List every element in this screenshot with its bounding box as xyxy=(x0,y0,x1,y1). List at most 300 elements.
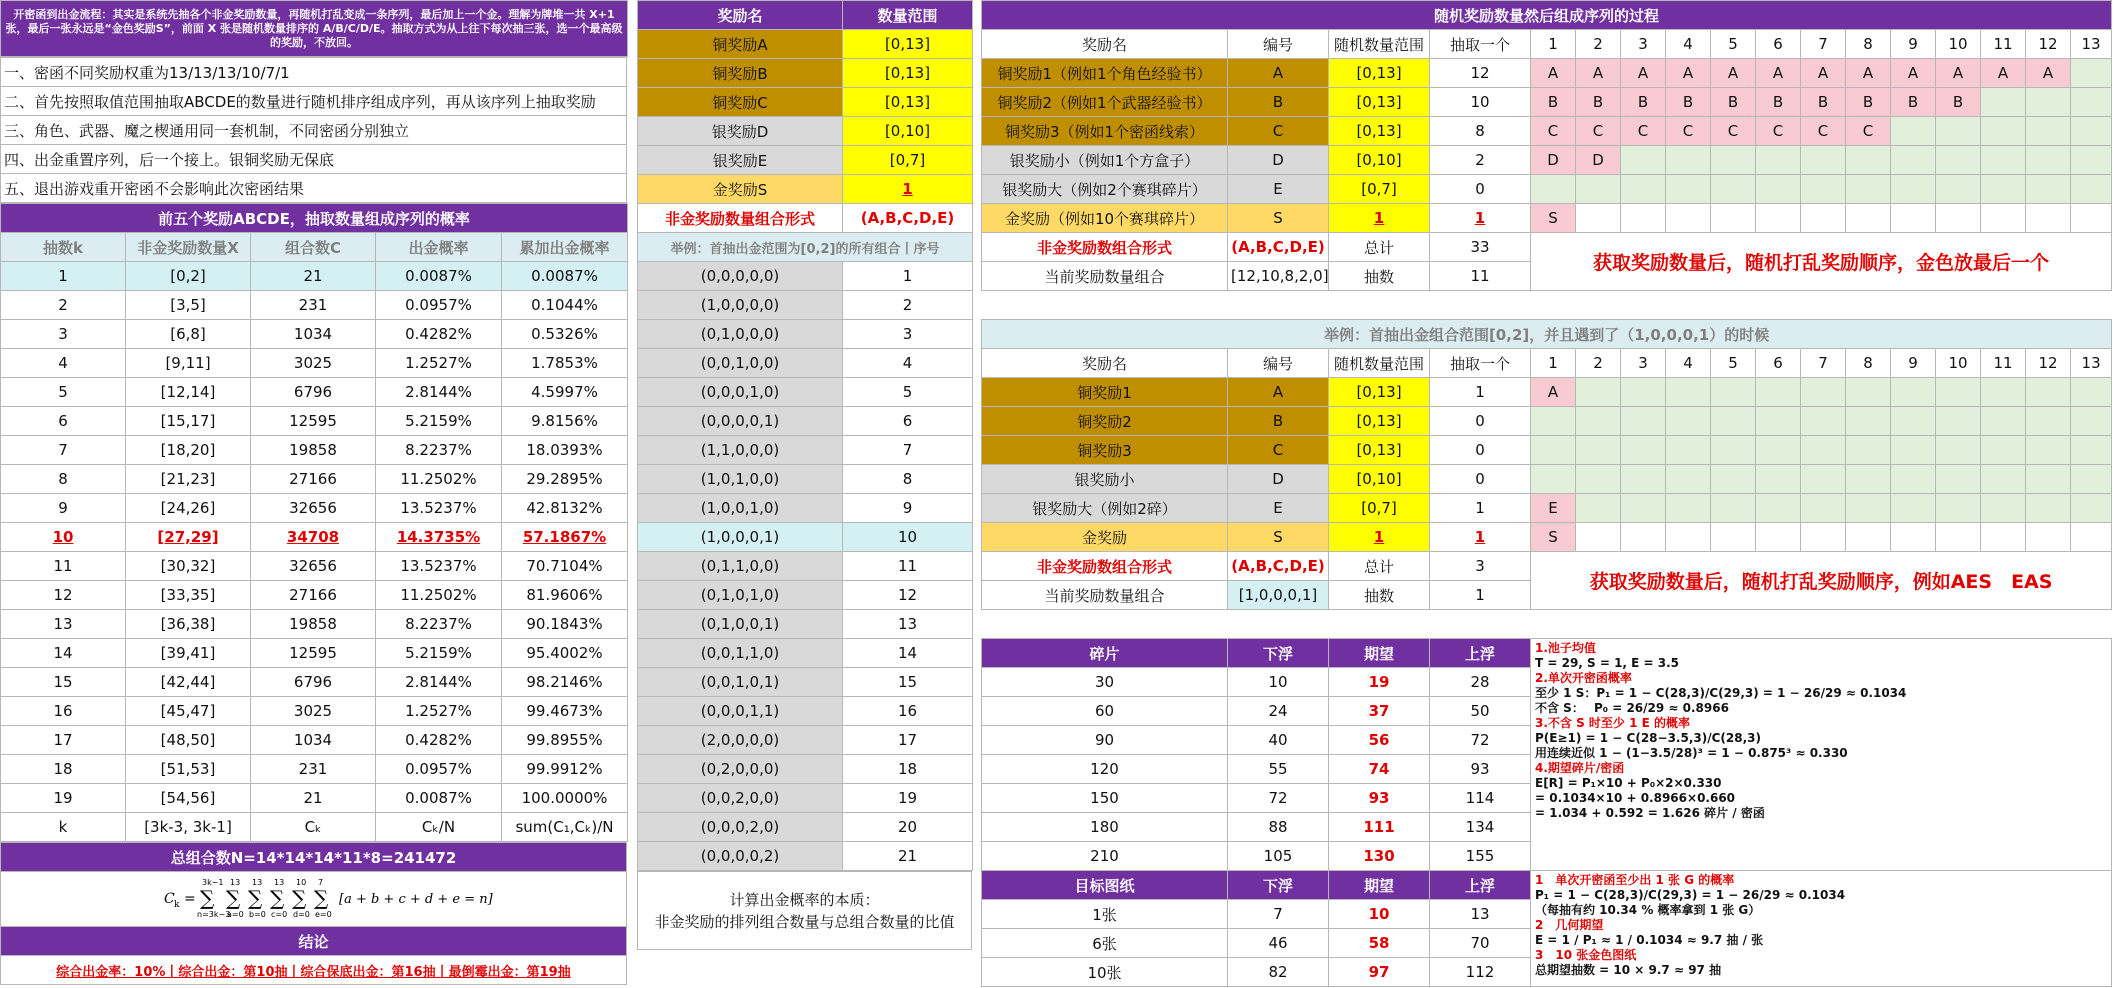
seq1-row xyxy=(982,88,2112,117)
combo-value: (1,0,0,0,1) xyxy=(638,523,843,552)
sequence-cell xyxy=(1576,494,1621,523)
combo-index: 18 xyxy=(843,755,973,784)
seq2-col-header: 8 xyxy=(1846,349,1891,378)
reward-range: [0,7] xyxy=(843,146,973,175)
sequence-cell xyxy=(1666,204,1711,233)
combo-value: (0,1,1,0,0) xyxy=(638,552,843,581)
sequence-cell xyxy=(1621,378,1666,407)
seq2-header: 奖励名 xyxy=(982,349,1228,378)
prob-cell: 1.7853% xyxy=(502,349,628,378)
sequence-cell xyxy=(1891,378,1936,407)
frag-cell: 88 xyxy=(1228,813,1329,842)
sequence-cell xyxy=(1936,465,1981,494)
combo-index: 16 xyxy=(843,697,973,726)
sequence-cell xyxy=(1891,175,1936,204)
sequence-cell: A xyxy=(1846,59,1891,88)
combo-form-value: (A,B,C,D,E) xyxy=(1228,552,1329,581)
reward-range: 1 xyxy=(1329,523,1430,552)
sequence-cell xyxy=(2071,117,2112,146)
sequence-cell xyxy=(1711,175,1756,204)
combo-index: 17 xyxy=(843,726,973,755)
formula-svg xyxy=(163,872,493,922)
prob-cell: 14 xyxy=(1,639,126,668)
sequence-cell: B xyxy=(1531,88,1576,117)
sequence-cell xyxy=(1666,436,1711,465)
combo-value: (0,0,0,1,0) xyxy=(638,378,843,407)
prob-cell: [45,47] xyxy=(126,697,251,726)
draws-label: 抽数 xyxy=(1329,581,1430,610)
sequence-cell: C xyxy=(1666,117,1711,146)
prob-cell: 2.8144% xyxy=(376,378,502,407)
combo-row xyxy=(638,523,973,552)
reward-name: 银奖励小（例如1个方盒子） xyxy=(982,146,1228,175)
sequence-cell: A xyxy=(1576,59,1621,88)
prob-cell: 10 xyxy=(1,523,126,552)
sequence-cell xyxy=(1621,175,1666,204)
frag-cell: 130 xyxy=(1329,842,1430,871)
sequence-cell: A xyxy=(1666,59,1711,88)
sequence-cell: D xyxy=(1576,146,1621,175)
sequence-cell xyxy=(1531,436,1576,465)
combo-value: (0,0,2,0,0) xyxy=(638,784,843,813)
sequence-cell xyxy=(2071,378,2112,407)
prob-cell: 17 xyxy=(1,726,126,755)
svg-text:c=0: c=0 xyxy=(270,910,287,919)
prob-cell: 9 xyxy=(1,494,126,523)
prob-cell: 13 xyxy=(1,610,126,639)
target-header: 期望 xyxy=(1329,871,1430,900)
sequence-cell xyxy=(1711,407,1756,436)
prob-cell: 0.0087% xyxy=(502,262,628,291)
target-cell: 6张 xyxy=(982,929,1228,958)
prob-cell: 7 xyxy=(1,436,126,465)
prob-row xyxy=(1,523,628,552)
sequence-cell: C xyxy=(1756,117,1801,146)
combo-form-label: 非金奖励数组合形式 xyxy=(982,233,1228,262)
prob-cell: 1034 xyxy=(251,320,376,349)
seq2-col-header: 6 xyxy=(1756,349,1801,378)
combo-value: (1,1,0,0,0) xyxy=(638,436,843,465)
seq2-header: 随机数量范围 xyxy=(1329,349,1430,378)
prob-row xyxy=(1,610,628,639)
reward-row xyxy=(638,117,973,146)
sequence-cell xyxy=(2071,407,2112,436)
sequence-cell xyxy=(1666,175,1711,204)
sequence-cell: D xyxy=(1531,146,1576,175)
prob-cell: 0.0957% xyxy=(376,291,502,320)
sequence-cell: C xyxy=(1711,117,1756,146)
combo-value: (1,0,1,0,0) xyxy=(638,465,843,494)
seq1-header: 抽取一个 xyxy=(1430,30,1531,59)
prob-cell: 90.1843% xyxy=(502,610,628,639)
conclusion-text: 综合出金率：10%丨综合出金：第10抽丨综合保底出金：第16抽丨最倒霉出金：第19抽 xyxy=(1,956,627,985)
frag-cell: 10 xyxy=(1228,668,1329,697)
reward-name: 铜奖励3（例如1个密函线索） xyxy=(982,117,1228,146)
prob-cell: k xyxy=(1,813,126,842)
sequence-cell: C xyxy=(1576,117,1621,146)
target-cell: 13 xyxy=(1430,900,1531,929)
prob-cell: [24,26] xyxy=(126,494,251,523)
seq1-col-header: 9 xyxy=(1891,30,1936,59)
sequence-cell xyxy=(1891,436,1936,465)
combo-index: 9 xyxy=(843,494,973,523)
frag-header: 上浮 xyxy=(1430,639,1531,668)
seq2-col-header: 4 xyxy=(1666,349,1711,378)
prob-cell: 13.5237% xyxy=(376,552,502,581)
prob-cell: 19 xyxy=(1,784,126,813)
reward-name: 铜奖励2（例如1个武器经验书） xyxy=(982,88,1228,117)
target-cell: 46 xyxy=(1228,929,1329,958)
frag-cell: 30 xyxy=(982,668,1228,697)
reward-code: A xyxy=(1228,378,1329,407)
svg-text:k: k xyxy=(173,900,179,910)
frag-note-line: = 1.034 + 0.592 = 1.626 碎片 / 密函 xyxy=(1535,806,1765,820)
reward-code: A xyxy=(1228,59,1329,88)
prob-row xyxy=(1,349,628,378)
prob-cell: 57.1867% xyxy=(502,523,628,552)
combo-row xyxy=(638,784,973,813)
prob-row xyxy=(1,581,628,610)
combo-index: 13 xyxy=(843,610,973,639)
reward-range: [0,13] xyxy=(1329,407,1430,436)
svg-text:∑: ∑ xyxy=(291,886,306,910)
sequence-cell: B xyxy=(1666,88,1711,117)
reward-name: 银奖励小 xyxy=(982,465,1228,494)
frag-note-line: 至少 1 S：P₁ = 1 − C(28,3)/C(29,3) = 1 − 26/29 ≈ 0.1034 xyxy=(1535,686,1907,700)
sequence-cell xyxy=(1891,465,1936,494)
combo-value: (2,0,0,0,0) xyxy=(638,726,843,755)
sequence-cell xyxy=(1666,407,1711,436)
draw-count: 1 xyxy=(1430,204,1531,233)
reward-range: [0,13] xyxy=(1329,59,1430,88)
prob-cell: 99.4673% xyxy=(502,697,628,726)
sequence-cell: A xyxy=(1801,59,1846,88)
prob-row xyxy=(1,726,628,755)
combo-form-value: (A,B,C,D,E) xyxy=(843,204,973,233)
combo-value: (0,0,1,0,0) xyxy=(638,349,843,378)
sequence-cell xyxy=(2026,204,2071,233)
target-note-line: E = 1 ∕ P₁ ≈ 1 / 0.1034 ≈ 9.7 抽 / 张 xyxy=(1535,933,1764,947)
sequence-cell xyxy=(1936,378,1981,407)
left-panel xyxy=(0,0,628,985)
sequence-cell xyxy=(1621,494,1666,523)
prob-header: 累加出金概率 xyxy=(502,233,628,262)
combo-row xyxy=(638,581,973,610)
reward-name: 金奖励S xyxy=(638,175,843,204)
sequence-cell xyxy=(1801,465,1846,494)
prob-cell: 1.2527% xyxy=(376,349,502,378)
seq1-header: 随机数量范围 xyxy=(1329,30,1430,59)
sequence-cell xyxy=(1981,494,2026,523)
prob-cell: 42.8132% xyxy=(502,494,628,523)
prob-cell: 3025 xyxy=(251,697,376,726)
sequence-cell xyxy=(1756,407,1801,436)
prob-cell: 0.0087% xyxy=(376,262,502,291)
seq1-col-header: 13 xyxy=(2071,30,2112,59)
frag-cell: 40 xyxy=(1228,726,1329,755)
sequence-cell xyxy=(1936,146,1981,175)
sequence-cell xyxy=(2026,407,2071,436)
sequence-cell xyxy=(2026,494,2071,523)
sequence-cell xyxy=(1711,523,1756,552)
prob-cell: [3k-3, 3k-1] xyxy=(126,813,251,842)
sequence-cell xyxy=(1756,378,1801,407)
prob-cell: 70.7104% xyxy=(502,552,628,581)
sequence-cell xyxy=(1801,407,1846,436)
sequence-cell xyxy=(2071,494,2112,523)
frag-note-line: E[R] = P₁×10 + P₀×2×0.330 xyxy=(1535,776,1722,790)
frag-note-line: 3.不含 S 时至少 1 E 的概率 xyxy=(1535,716,1690,730)
sequence-cell xyxy=(1936,407,1981,436)
sequence-cell xyxy=(1621,436,1666,465)
prob-cell: 11 xyxy=(1,552,126,581)
reward-code: D xyxy=(1228,146,1329,175)
combo-row xyxy=(638,639,973,668)
seq1-col-header: 4 xyxy=(1666,30,1711,59)
frag-note-line: 不含 S： P₀ = 26/29 ≈ 0.8966 xyxy=(1535,701,1729,715)
reward-name: 铜奖励3 xyxy=(982,436,1228,465)
reward-row xyxy=(638,175,973,204)
combo-index: 20 xyxy=(843,813,973,842)
sequence-cell xyxy=(2071,465,2112,494)
prob-cell: Cₖ/N xyxy=(376,813,502,842)
prob-cell: [51,53] xyxy=(126,755,251,784)
sequence-cell xyxy=(1846,465,1891,494)
sequence-cell xyxy=(2026,146,2071,175)
combo-value: (1,0,0,1,0) xyxy=(638,494,843,523)
sequence-cell xyxy=(1801,378,1846,407)
sequence-cell xyxy=(2026,523,2071,552)
combo-row xyxy=(638,494,973,523)
seq2-row xyxy=(982,378,2112,407)
sequence-cell xyxy=(1981,88,2026,117)
prob-cell: 99.9912% xyxy=(502,755,628,784)
prob-cell: 0.1044% xyxy=(502,291,628,320)
prob-cell: 100.0000% xyxy=(502,784,628,813)
svg-text:e=0: e=0 xyxy=(314,910,332,919)
prob-row xyxy=(1,755,628,784)
seq1-col-header: 6 xyxy=(1756,30,1801,59)
target-header: 下浮 xyxy=(1228,871,1329,900)
seq2-col-header: 2 xyxy=(1576,349,1621,378)
prob-row xyxy=(1,552,628,581)
reward-name: 银奖励D xyxy=(638,117,843,146)
svg-text:3k−1: 3k−1 xyxy=(201,878,224,887)
combo-row xyxy=(638,755,973,784)
prob-row xyxy=(1,668,628,697)
prob-cell: 18 xyxy=(1,755,126,784)
target-note-line: 3 10 张金色图纸 xyxy=(1535,948,1637,962)
frag-note-line: 1.池子均值 xyxy=(1535,641,1596,655)
prob-cell: 15 xyxy=(1,668,126,697)
frag-cell: 74 xyxy=(1329,755,1430,784)
reward-name: 铜奖励1 xyxy=(982,378,1228,407)
seq1-col-header: 11 xyxy=(1981,30,2026,59)
sequence-cell xyxy=(2071,175,2112,204)
prob-cell: sum(C₁,Cₖ)/N xyxy=(502,813,628,842)
combo-index: 19 xyxy=(843,784,973,813)
sequence-cell xyxy=(2026,436,2071,465)
draw-count: 0 xyxy=(1430,407,1531,436)
sequence-cell xyxy=(1846,175,1891,204)
seq2-col-header: 13 xyxy=(2071,349,2112,378)
svg-text:C: C xyxy=(163,891,175,907)
prob-cell: [18,20] xyxy=(126,436,251,465)
reward-name: 铜奖励B xyxy=(638,59,843,88)
sequence-cell xyxy=(2026,117,2071,146)
combo-value: (0,2,0,0,0) xyxy=(638,755,843,784)
svg-text:13: 13 xyxy=(273,878,284,887)
prob-cell: 231 xyxy=(251,755,376,784)
sequence-cell: B xyxy=(1846,88,1891,117)
sequence-cell xyxy=(1756,204,1801,233)
sequence-cell xyxy=(2026,465,2071,494)
sequence-cell: B xyxy=(1756,88,1801,117)
seq1-row xyxy=(982,204,2112,233)
sequence-cell xyxy=(1981,117,2026,146)
prob-cell: [12,14] xyxy=(126,378,251,407)
sequence-cell xyxy=(2026,378,2071,407)
sequence-cell xyxy=(1891,204,1936,233)
draw-count: 10 xyxy=(1430,88,1531,117)
sequence-cell xyxy=(1981,465,2026,494)
prob-cell: [33,35] xyxy=(126,581,251,610)
svg-text:10: 10 xyxy=(295,878,306,887)
combo-row xyxy=(638,291,973,320)
reward-range: [0,13] xyxy=(843,59,973,88)
target-note-line: 1 单次开密函至少出 1 张 G 的概率 xyxy=(1535,873,1735,887)
combo-row xyxy=(638,262,973,291)
combo-index: 4 xyxy=(843,349,973,378)
reward-name: 银奖励大（例如2个赛琪碎片） xyxy=(982,175,1228,204)
frag-cell: 105 xyxy=(1228,842,1329,871)
frag-cell: 24 xyxy=(1228,697,1329,726)
prob-row xyxy=(1,784,628,813)
combo-index: 6 xyxy=(843,407,973,436)
target-header: 目标图纸 xyxy=(982,871,1228,900)
sequence-cell xyxy=(1936,523,1981,552)
svg-text:∑: ∑ xyxy=(313,886,328,910)
combo-index: 12 xyxy=(843,581,973,610)
combo-index: 5 xyxy=(843,378,973,407)
combo-index: 2 xyxy=(843,291,973,320)
target-notes xyxy=(1531,871,2112,987)
sequence-cell xyxy=(1621,204,1666,233)
prob-cell: 5.2159% xyxy=(376,639,502,668)
combo-row xyxy=(638,552,973,581)
sequence-cell xyxy=(1576,436,1621,465)
prob-cell: 34708 xyxy=(251,523,376,552)
sequence-cell xyxy=(1936,117,1981,146)
seq2-col-header: 11 xyxy=(1981,349,2026,378)
sequence-cell xyxy=(2071,59,2112,88)
combo-index: 14 xyxy=(843,639,973,668)
target-cell: 70 xyxy=(1430,929,1531,958)
svg-text:b=0: b=0 xyxy=(248,910,266,919)
svg-text:a=0: a=0 xyxy=(226,910,244,919)
sequence-cell xyxy=(2071,436,2112,465)
prob-cell: 99.8955% xyxy=(502,726,628,755)
draw-count: 12 xyxy=(1430,59,1531,88)
combo-row xyxy=(638,349,973,378)
current-combo-value: [1,0,0,0,1] xyxy=(1228,581,1329,610)
combo-index: 15 xyxy=(843,668,973,697)
rule-item: 一、密函不同奖励权重为13/13/13/10/7/1 xyxy=(1,58,627,87)
prob-cell: 12595 xyxy=(251,407,376,436)
reward-range: [0,10] xyxy=(1329,146,1430,175)
sequence-cell xyxy=(1711,204,1756,233)
frag-note-line: 用连续近似 1 − (1−3.5/28)³ = 1 − 0.875³ ≈ 0.330 xyxy=(1535,746,1848,760)
combo-row xyxy=(638,378,973,407)
reward-code: B xyxy=(1228,407,1329,436)
sequence-cell: S xyxy=(1531,523,1576,552)
sequence-cell xyxy=(1756,146,1801,175)
sequence-cell xyxy=(1981,378,2026,407)
target-cell: 82 xyxy=(1228,958,1329,987)
sequence-cell xyxy=(2026,88,2071,117)
sequence-cell xyxy=(1711,146,1756,175)
total-label: 总计 xyxy=(1329,552,1430,581)
prob-cell: 32656 xyxy=(251,494,376,523)
prob-row xyxy=(1,436,628,465)
reward-code: C xyxy=(1228,436,1329,465)
sequence-cell xyxy=(1756,175,1801,204)
sequence-cell: A xyxy=(1711,59,1756,88)
reward-header: 奖励名 xyxy=(638,1,843,30)
reward-name: 金奖励 xyxy=(982,523,1228,552)
svg-text:∑: ∑ xyxy=(269,886,284,910)
reward-row xyxy=(638,146,973,175)
prob-cell: 0.4282% xyxy=(376,726,502,755)
seq1-row xyxy=(982,117,2112,146)
rule-item: 二、首先按照取值范围抽取ABCDE的数量进行随机排序组成序列，再从该序列上抽取奖励 xyxy=(1,87,627,116)
prob-cell: 0.5326% xyxy=(502,320,628,349)
combo-row xyxy=(638,465,973,494)
frag-cell: 210 xyxy=(982,842,1228,871)
sequence-cell xyxy=(1711,494,1756,523)
combo-row xyxy=(638,610,973,639)
prob-cell: 1034 xyxy=(251,726,376,755)
frag-cell: 111 xyxy=(1329,813,1430,842)
frag-cell: 72 xyxy=(1228,784,1329,813)
reward-name: 银奖励大（例如2碎） xyxy=(982,494,1228,523)
target-cell: 112 xyxy=(1430,958,1531,987)
frag-cell: 19 xyxy=(1329,668,1430,697)
reward-range: [0,7] xyxy=(1329,175,1430,204)
combo-index: 3 xyxy=(843,320,973,349)
reward-range: [0,13] xyxy=(1329,88,1430,117)
seq2-col-header: 3 xyxy=(1621,349,1666,378)
sequence-cell: C xyxy=(1801,117,1846,146)
sequence-cell xyxy=(1846,204,1891,233)
combo-value: (0,1,0,0,0) xyxy=(638,320,843,349)
sequence-cell xyxy=(1666,523,1711,552)
sequence-cell xyxy=(1666,146,1711,175)
prob-cell: [0,2] xyxy=(126,262,251,291)
prob-cell: [30,32] xyxy=(126,552,251,581)
frag-cell: 155 xyxy=(1430,842,1531,871)
prob-cell: 0.4282% xyxy=(376,320,502,349)
prob-header: 组合数C xyxy=(251,233,376,262)
frag-note-line: 2.单次开密函概率 xyxy=(1535,671,1632,685)
sequence-cell: E xyxy=(1531,494,1576,523)
svg-text:d=0: d=0 xyxy=(292,910,310,919)
prob-cell: 95.4002% xyxy=(502,639,628,668)
prob-cell: 21 xyxy=(251,262,376,291)
prob-cell: 12 xyxy=(1,581,126,610)
combo-row xyxy=(638,813,973,842)
sequence-cell xyxy=(1981,407,2026,436)
